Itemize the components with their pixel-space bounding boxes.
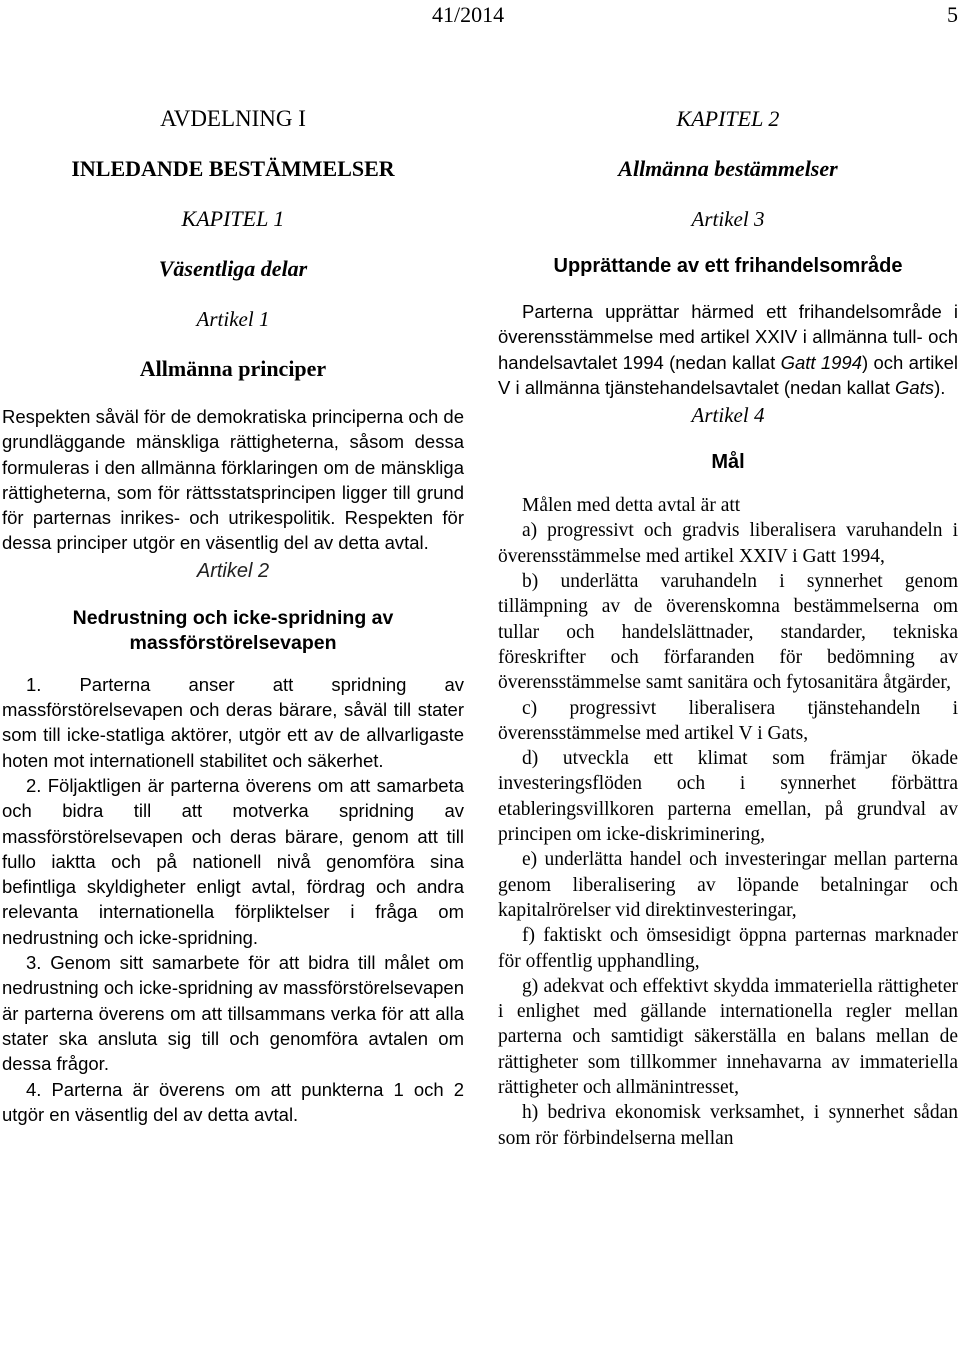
article-4-item-f: f) faktiskt och ömsesidigt öppna parternas marknader för offentlig upphandling,: [498, 925, 958, 972]
article-3-label: Artikel 3: [691, 207, 765, 231]
article-4-item-d: d) utveckla ett klimat som främjar ökade investeringsflöden och i synnerhet förbättra etableringsvillkoren parterna emellan, på grundval av principen om icke-diskriminering,: [498, 748, 958, 846]
left-column: [2, 104, 464, 1127]
article-3-text: Parterna upprättar härmed ett frihandelsområde i överensstämmelse med artikel XXIV i allmänna tull- och handelsavtalet 1994 (nedan kallat Gatt 1994) och artikel V i allmänna tjänstehandelsavtalet (nedan kallat Gats).: [498, 301, 958, 398]
article-1-title: Allmänna principer: [139, 356, 327, 381]
article-4-item-b: b) underlätta varuhandeln i synnerhet genom tillämpning av de överenskomna bestämmelserna om tullar och handelslättnader, standarder, tekniska föreskrifter och förfaranden för bedömning av överensstämmelse samt sanitära och fytosanitära åtgärder,: [498, 571, 958, 694]
article-2-paragraph-4: 4. Parterna är överens om att punkterna 1 och 2 utgör en väsentlig del av detta avtal.: [2, 1078, 464, 1125]
chapter-2-heading: KAPITEL 2: [676, 106, 780, 131]
issue-number: 41/2014: [432, 2, 505, 27]
article-4-item-g: g) adekvat och effektivt skydda immateriella rättigheter i enlighet med gällande internationella regler mellan parterna och samtidigt säkerställa en balans mellan de rättigheter som tillkommer innehavarna av immateriella rättigheter och allmänintresset,: [498, 975, 958, 1099]
article-4-intro: Målen med detta avtal är att: [522, 495, 741, 517]
article-2-paragraph-3: 3. Genom sitt samarbete för att bidra till målet om nedrustning och icke-spridning av massförstörelsevapen är parterna överens om att tillsammans verka för att alla stater ska ansluta sig till och genomföra avtalen om dessa frågor.: [2, 952, 464, 1075]
article-2-title: Nedrustning och icke-spridning av massförstörelsevapen: [72, 606, 394, 654]
article-1-text: Respekten såväl för de demokratiska principerna och de grundläggande mänskliga rättigheterna, såsom dessa formuleras i den allmänna förklaringen om de mänskliga rättigheterna, som för rättsstatsprincipen ligger till grund för parternas inrikes- och utrikespolitik. Respekten för dessa principer utgör en väsentlig del av detta avtal.: [2, 406, 464, 554]
division-heading: AVDELNING I: [160, 106, 306, 131]
chapter-2-title: Allmänna bestämmelser: [618, 156, 838, 181]
article-2-paragraph-1: 1. Parterna anser att spridning av massförstörelsevapen och deras bärare, såväl till stater som till icke-statliga aktörer, utgör ett av de allvarligaste hoten mot internationell stabilitet och säkerhet.: [2, 673, 464, 771]
chapter-heading: KAPITEL 1: [181, 206, 285, 231]
page-number: 5: [947, 2, 958, 27]
chapter-title: Väsentliga delar: [158, 256, 308, 281]
division-title: INLEDANDE BESTÄMMELSER: [71, 156, 395, 181]
article-4-label: Artikel 4: [691, 403, 765, 428]
article-4-item-h: h) bedriva ekonomisk verksamhet, i synnerhet sådan som rör förbindelserna mellan: [498, 1102, 958, 1149]
article-4-item-c: c) progressivt liberalisera tjänstehandeln i överensstämmelse med artikel V i Gats,: [498, 697, 958, 744]
article-2-paragraph-2: 2. Följaktligen är parterna överens om att samarbeta och bidra till att motverka spridning av massförstörelsevapen och deras bärare, genom att till fullo iaktta och på nationell nivå genomföra sina befintliga skyldigheter enligt avtal, fördrag och andra relevanta internationella förpliktelser i fråga om nedrustning och icke-spridning.: [2, 774, 464, 948]
article-4-item-e: e) underlätta handel och investeringar mellan parterna genom liberalisering av löpande betalningar och kapitalrörelser vid direktinvesteringar,: [498, 849, 958, 921]
article-4-item-a: a) progressivt och gradvis liberalisera varuhandeln i överensstämmelse med artikel XXIV i Gatt 1994,: [498, 520, 958, 567]
article-3-title: Upprättande av ett frihandelsområde: [553, 255, 903, 277]
article-2-label: Artikel 2: [196, 559, 270, 582]
article-4-title: Mål: [711, 451, 745, 474]
page-header: [0, 2, 960, 32]
right-column: [498, 104, 958, 1151]
article-1-label: Artikel 1: [196, 307, 270, 331]
